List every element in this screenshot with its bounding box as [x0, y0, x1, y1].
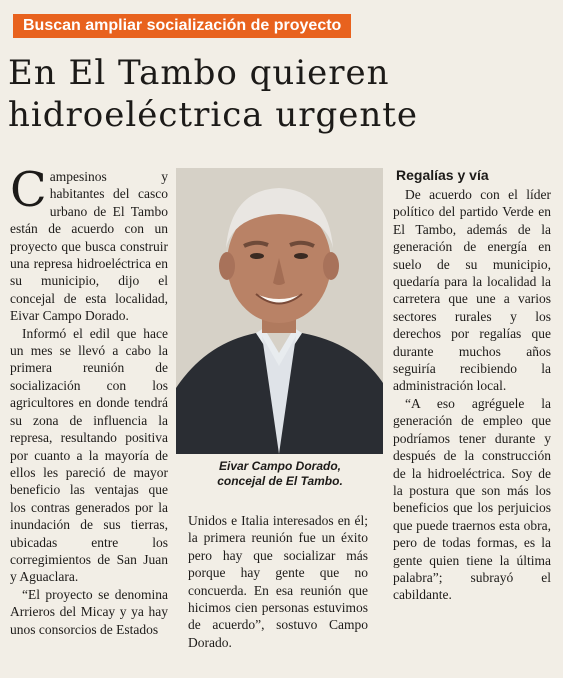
article-paragraph-2: Informó el edil que hace un mes se llevó a cabo la primera reunión de socialización con los agricultores en donde tendrá su zona de influencia la represa, resultando positiva por cuanto a la mayoría de ellos les pareció de mayor beneficio las ventajas que los contras generados por la inundación de sus tierras, ubicadas entre los corregimientos de San Juan y Aguaclara. [10, 325, 168, 585]
headline-line-2: hidroeléctrica urgente [8, 95, 419, 135]
drop-cap: C [10, 162, 47, 218]
portrait-illustration [176, 168, 383, 454]
caption-line-1: Eivar Campo Dorado, [218, 459, 342, 473]
section-kicker: Buscan ampliar socialización de proyecto [13, 14, 351, 38]
article-paragraph-4: Unidos e Italia interesados en él; la primera reunión fue un éxito pero hay que socializar más porque hay gente que no concuerda. En esa reunión que hicimos cien personas estuvimos de acuerdo”, sostuvo Campo Dorado. [188, 513, 368, 650]
article-paragraph-1 [10, 162, 168, 325]
headline-line-1: En El Tambo quieren [8, 53, 390, 93]
article-paragraph-3: “El proyecto se denomina Arrieros del Micay y ya hay unos consorcios de Estados [10, 586, 168, 637]
paragraph-1-text: ampesinos y habitantes del casco urbano de El Tambo están de acuerdo con un proyecto que busca construir una represa hidroeléctrica en su municipio, dijo el concejal de esta localidad, Eivar Campo Dorado. [10, 169, 168, 324]
article-paragraph-6: “A eso agréguele la generación de empleo que podríamos tener durante y después de la construcción de la hidroeléctrica. Soy de la postura que son más los beneficios que los perjuicios que puede traernos esta obra, pero de todas formas, es la gente quien tiene la última palabra”; subrayó el cabildante. [393, 395, 551, 603]
article-column-middle [188, 512, 368, 651]
caption-line-2: concejal de El Tambo. [217, 474, 343, 488]
section-subheading: Regalías y vía [396, 167, 489, 183]
portrait-photo [176, 168, 383, 454]
article-paragraph-5: De acuerdo con el líder político del partido Verde en El Tambo, además de la generación de energía en suelo de su municipio, quedaría para la localidad la carretera que une a varios sectores rurales y los derechos por regalías que durante muchos años seguiría recibiendo la administración local. [393, 187, 551, 394]
headline [8, 52, 558, 136]
photo-caption [190, 459, 370, 489]
article-column-right [393, 186, 551, 604]
article-column-left [10, 162, 168, 638]
